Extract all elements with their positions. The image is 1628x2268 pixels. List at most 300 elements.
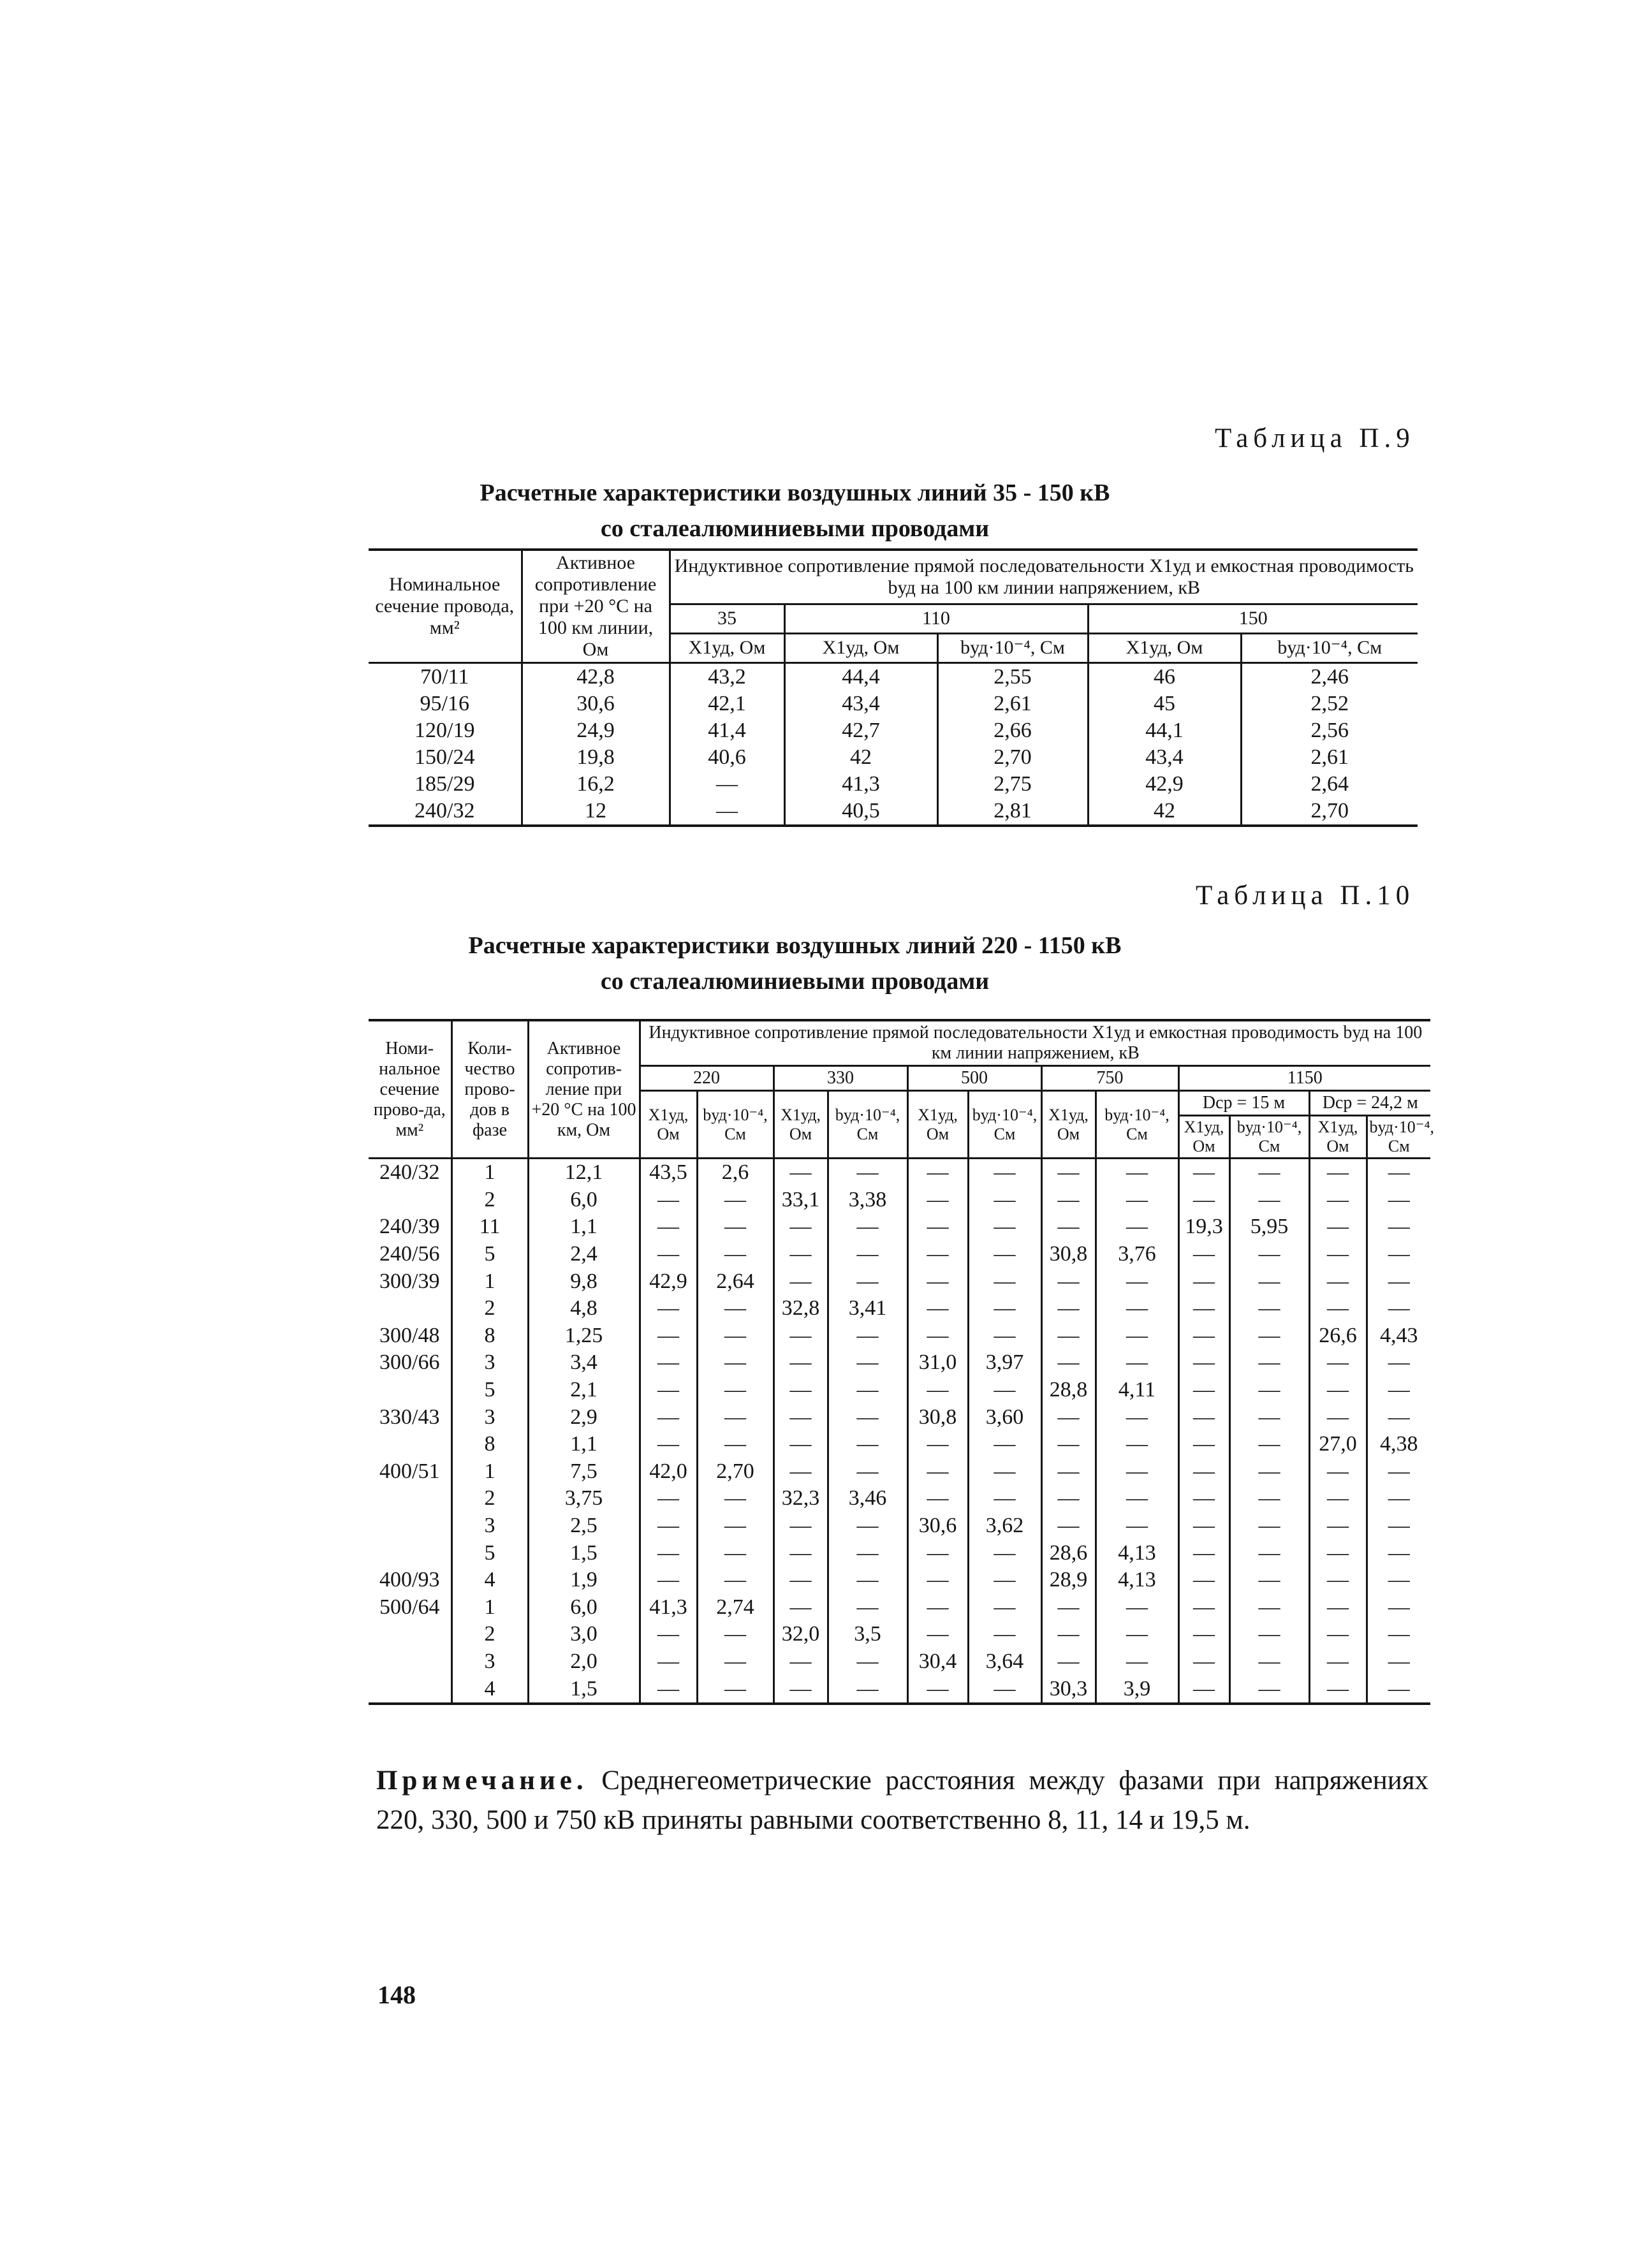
table-row bbox=[369, 1567, 1430, 1594]
table-cell: 32,0 bbox=[774, 1621, 828, 1648]
table-cell: — bbox=[1041, 1648, 1096, 1676]
table-cell: — bbox=[1229, 1485, 1309, 1512]
table-row bbox=[369, 1241, 1430, 1268]
table-row bbox=[369, 717, 1418, 744]
table-cell: — bbox=[1041, 1268, 1096, 1295]
table10-body bbox=[369, 1159, 1430, 1704]
table10-header-b-220: bуд·10⁻⁴, См bbox=[697, 1091, 774, 1159]
table-cell: — bbox=[774, 1458, 828, 1486]
table-cell: 150/24 bbox=[369, 744, 522, 771]
table-cell: 12,1 bbox=[528, 1159, 640, 1187]
table-cell: 240/56 bbox=[369, 1241, 451, 1268]
table-cell: — bbox=[907, 1458, 968, 1486]
table-cell: — bbox=[1309, 1512, 1367, 1540]
table-cell: 41,3 bbox=[640, 1594, 697, 1621]
table-cell: — bbox=[1229, 1621, 1309, 1648]
table-cell: 43,5 bbox=[640, 1159, 697, 1187]
table-cell: — bbox=[1178, 1295, 1229, 1322]
table-cell: 31,0 bbox=[907, 1349, 968, 1377]
table9-header-group: Индуктивное сопротивление прямой последовательности X1уд и емкостная проводимость bуд на 100 км линии напряжением, кВ bbox=[670, 550, 1418, 604]
table-cell: 2,61 bbox=[937, 691, 1088, 717]
table-cell: — bbox=[828, 1594, 907, 1621]
table-cell: — bbox=[1041, 1594, 1096, 1621]
table-cell: — bbox=[1309, 1403, 1367, 1431]
table-cell: — bbox=[968, 1213, 1041, 1241]
table-cell: — bbox=[1229, 1539, 1309, 1567]
table-cell: — bbox=[640, 1241, 697, 1268]
table-cell: — bbox=[774, 1213, 828, 1241]
table-cell: — bbox=[774, 1675, 828, 1704]
table-cell: 11 bbox=[451, 1213, 528, 1241]
table-row bbox=[369, 1675, 1430, 1704]
table-cell: 2,75 bbox=[937, 771, 1088, 798]
table-cell: — bbox=[774, 1512, 828, 1540]
table-cell: 2,64 bbox=[697, 1268, 774, 1295]
table-cell bbox=[369, 1648, 451, 1676]
table9-header-b-150: bуд·10⁻⁴, См bbox=[1241, 633, 1418, 662]
table-cell: — bbox=[968, 1458, 1041, 1486]
table-cell: — bbox=[1229, 1241, 1309, 1268]
table-cell: 3,64 bbox=[968, 1648, 1041, 1676]
table-cell: — bbox=[1367, 1567, 1430, 1594]
table-cell: 46 bbox=[1088, 663, 1241, 691]
table-cell: 45 bbox=[1088, 691, 1241, 717]
table-cell: — bbox=[907, 1675, 968, 1704]
table-cell bbox=[369, 1431, 451, 1458]
table-cell: 42,9 bbox=[1088, 771, 1241, 798]
table10-header-x-750: X1уд, Ом bbox=[1041, 1091, 1096, 1159]
table-cell bbox=[369, 1621, 451, 1648]
table10-header-voltage-500: 500 bbox=[907, 1066, 1041, 1091]
table-cell: 3,46 bbox=[828, 1485, 907, 1512]
table-cell: — bbox=[828, 1431, 907, 1458]
table-cell: 2,74 bbox=[697, 1594, 774, 1621]
table-cell: — bbox=[1367, 1377, 1430, 1404]
table-cell: — bbox=[828, 1458, 907, 1486]
table-cell: — bbox=[640, 1567, 697, 1594]
table9-header-resistance: Активное сопротивление при +20 °С на 100 км линии, Ом bbox=[522, 550, 670, 663]
table-cell: — bbox=[1178, 1648, 1229, 1676]
table-cell: — bbox=[697, 1187, 774, 1214]
table10-header-x-330: X1уд, Ом bbox=[774, 1091, 828, 1159]
table-cell: 5,95 bbox=[1229, 1213, 1309, 1241]
table-cell: — bbox=[1096, 1295, 1178, 1322]
table-cell: — bbox=[968, 1431, 1041, 1458]
table-cell bbox=[369, 1539, 451, 1567]
table-cell: — bbox=[1096, 1621, 1178, 1648]
table-cell: — bbox=[1096, 1512, 1178, 1540]
table-cell: 3 bbox=[451, 1403, 528, 1431]
table-cell: — bbox=[640, 1648, 697, 1676]
table-cell: — bbox=[1367, 1268, 1430, 1295]
table10-header-section: Номи-нальное сечение прово-да, мм² bbox=[369, 1020, 451, 1159]
table-row bbox=[369, 1213, 1430, 1241]
table-row bbox=[369, 771, 1418, 798]
table-cell: — bbox=[1178, 1159, 1229, 1187]
table-cell: — bbox=[1178, 1241, 1229, 1268]
table-cell: — bbox=[1178, 1187, 1229, 1214]
table10-header-d24: Dср = 24,2 м bbox=[1309, 1091, 1430, 1116]
table-cell: — bbox=[1309, 1159, 1367, 1187]
table-row bbox=[369, 1322, 1430, 1350]
table-cell: 1,1 bbox=[528, 1431, 640, 1458]
table-cell: — bbox=[1229, 1159, 1309, 1187]
table-cell: — bbox=[1096, 1322, 1178, 1350]
table-cell: 4,13 bbox=[1096, 1539, 1178, 1567]
table-cell: 19,3 bbox=[1178, 1213, 1229, 1241]
table-row bbox=[369, 1648, 1430, 1676]
table-cell: 30,6 bbox=[907, 1512, 968, 1540]
table-cell: — bbox=[1178, 1322, 1229, 1350]
table-cell: 1 bbox=[451, 1159, 528, 1187]
table10-header-b-330: bуд·10⁻⁴, См bbox=[828, 1091, 907, 1159]
table-cell: — bbox=[1041, 1187, 1096, 1214]
table-cell: 4 bbox=[451, 1675, 528, 1704]
table-cell: 2,70 bbox=[1241, 798, 1418, 826]
table10-title-line1: Расчетные характеристики воздушных линий 220 - 1150 кВ bbox=[468, 932, 1122, 959]
table-cell: — bbox=[774, 1322, 828, 1350]
table9-header-section: Номинальное сечение провода, мм² bbox=[369, 550, 522, 663]
table-cell: 2,1 bbox=[528, 1377, 640, 1404]
table-row bbox=[369, 663, 1418, 691]
table-cell: 2 bbox=[451, 1295, 528, 1322]
table-cell: — bbox=[697, 1322, 774, 1350]
table-cell: — bbox=[1309, 1187, 1367, 1214]
table-cell: — bbox=[640, 1675, 697, 1704]
table-cell: 2,0 bbox=[528, 1648, 640, 1676]
table-cell: 30,8 bbox=[907, 1403, 968, 1431]
table-cell: — bbox=[1367, 1241, 1430, 1268]
table-cell: — bbox=[1309, 1648, 1367, 1676]
note bbox=[376, 1761, 1428, 1840]
table-cell: 28,6 bbox=[1041, 1539, 1096, 1567]
table-cell: — bbox=[1367, 1349, 1430, 1377]
table9-header-x-35: X1уд, Ом bbox=[670, 633, 784, 662]
table-cell: — bbox=[1178, 1458, 1229, 1486]
table-cell: — bbox=[1309, 1675, 1367, 1704]
table-cell: — bbox=[907, 1268, 968, 1295]
table-row bbox=[369, 1377, 1430, 1404]
table-cell: — bbox=[640, 1403, 697, 1431]
table-cell: — bbox=[828, 1349, 907, 1377]
table10-header-voltage-220: 220 bbox=[640, 1066, 774, 1091]
table-cell: — bbox=[774, 1648, 828, 1676]
table-cell: 185/29 bbox=[369, 771, 522, 798]
table-cell: — bbox=[1229, 1431, 1309, 1458]
table-cell: 19,8 bbox=[522, 744, 670, 771]
table-cell: — bbox=[1096, 1268, 1178, 1295]
table-cell: — bbox=[774, 1377, 828, 1404]
table-cell: — bbox=[640, 1431, 697, 1458]
table9-title-line2: со сталеалюминиевыми проводами bbox=[600, 515, 990, 542]
table-cell bbox=[369, 1485, 451, 1512]
table-cell: — bbox=[907, 1431, 968, 1458]
table-cell: 1,25 bbox=[528, 1322, 640, 1350]
table-cell: — bbox=[828, 1213, 907, 1241]
table-cell: 1 bbox=[451, 1594, 528, 1621]
table-cell: — bbox=[1367, 1403, 1430, 1431]
table-cell: — bbox=[697, 1349, 774, 1377]
table-cell: — bbox=[1041, 1621, 1096, 1648]
table-cell: — bbox=[640, 1295, 697, 1322]
table-cell: 6,0 bbox=[528, 1187, 640, 1214]
table-cell: 3,62 bbox=[968, 1512, 1041, 1540]
table-cell: — bbox=[907, 1539, 968, 1567]
table-cell: — bbox=[640, 1539, 697, 1567]
table-cell: — bbox=[1229, 1403, 1309, 1431]
table-cell: 300/48 bbox=[369, 1322, 451, 1350]
table-cell: — bbox=[1309, 1458, 1367, 1486]
table-cell: 3,75 bbox=[528, 1485, 640, 1512]
table-cell: 3,76 bbox=[1096, 1241, 1178, 1268]
table-cell: 30,3 bbox=[1041, 1675, 1096, 1704]
table-cell: 44,1 bbox=[1088, 717, 1241, 744]
table9-body bbox=[369, 663, 1418, 826]
table-cell: — bbox=[1309, 1268, 1367, 1295]
table-cell: — bbox=[1309, 1539, 1367, 1567]
table-cell: — bbox=[1367, 1295, 1430, 1322]
table-cell: — bbox=[968, 1675, 1041, 1704]
table-cell: — bbox=[907, 1567, 968, 1594]
table-cell: — bbox=[968, 1159, 1041, 1187]
table-cell: — bbox=[968, 1295, 1041, 1322]
table-cell: 3 bbox=[451, 1648, 528, 1676]
table-cell: — bbox=[774, 1594, 828, 1621]
table-cell: 4 bbox=[451, 1567, 528, 1594]
table-cell: — bbox=[1229, 1567, 1309, 1594]
table10-header-count: Коли-чество прово-дов в фазе bbox=[451, 1020, 528, 1159]
table-row bbox=[369, 1295, 1430, 1322]
table-cell: — bbox=[1229, 1594, 1309, 1621]
table-cell: 43,4 bbox=[1088, 744, 1241, 771]
table-row bbox=[369, 1403, 1430, 1431]
table-cell: 7,5 bbox=[528, 1458, 640, 1486]
table-cell: — bbox=[1096, 1431, 1178, 1458]
note-label: Примечание. bbox=[376, 1766, 588, 1796]
table-cell: 30,4 bbox=[907, 1648, 968, 1676]
table-cell: 43,2 bbox=[670, 663, 784, 691]
table-cell: — bbox=[828, 1377, 907, 1404]
table-cell: — bbox=[1178, 1512, 1229, 1540]
table-cell: — bbox=[1367, 1594, 1430, 1621]
table-cell: 95/16 bbox=[369, 691, 522, 717]
table-cell: — bbox=[697, 1403, 774, 1431]
table-cell: 12 bbox=[522, 798, 670, 826]
table9-header-voltage-150: 150 bbox=[1088, 604, 1418, 633]
table-cell: 2,56 bbox=[1241, 717, 1418, 744]
table-cell: — bbox=[828, 1403, 907, 1431]
table-cell: — bbox=[907, 1159, 968, 1187]
table-cell: 3,97 bbox=[968, 1349, 1041, 1377]
table-cell bbox=[369, 1377, 451, 1404]
table-cell: — bbox=[1309, 1349, 1367, 1377]
table-cell: — bbox=[1367, 1213, 1430, 1241]
table-cell: 3,60 bbox=[968, 1403, 1041, 1431]
table-cell: — bbox=[1096, 1648, 1178, 1676]
table-cell: 2 bbox=[451, 1187, 528, 1214]
table-cell: — bbox=[1041, 1485, 1096, 1512]
table-cell: 24,9 bbox=[522, 717, 670, 744]
table9-header-x-150: X1уд, Ом bbox=[1088, 633, 1241, 662]
table-cell: 2,5 bbox=[528, 1512, 640, 1540]
table-row bbox=[369, 744, 1418, 771]
note-text: Среднегеометрические расстояния между фазами при напряжениях 220, 330, 500 и 750 кВ приняты равными соответственно 8, 11, 14 и 19,5 м. bbox=[376, 1766, 1429, 1835]
table-cell: 28,9 bbox=[1041, 1567, 1096, 1594]
table-cell: — bbox=[1041, 1295, 1096, 1322]
table-cell: 42,1 bbox=[670, 691, 784, 717]
table10-title-line2: со сталеалюминиевыми проводами bbox=[600, 968, 990, 995]
table-cell: 2,70 bbox=[937, 744, 1088, 771]
table-cell: — bbox=[1096, 1594, 1178, 1621]
table-cell: — bbox=[640, 1485, 697, 1512]
table10-header-x-500: X1уд, Ом bbox=[907, 1091, 968, 1159]
table-cell: 240/32 bbox=[369, 798, 522, 826]
table-cell: — bbox=[907, 1621, 968, 1648]
table-cell: — bbox=[968, 1241, 1041, 1268]
table-cell: 1,1 bbox=[528, 1213, 640, 1241]
table-cell: 3,4 bbox=[528, 1349, 640, 1377]
table9-header-voltage-110: 110 bbox=[784, 604, 1088, 633]
table-cell: 4,11 bbox=[1096, 1377, 1178, 1404]
table-cell: — bbox=[1178, 1349, 1229, 1377]
table-cell bbox=[369, 1675, 451, 1704]
table10-header-d15: Dср = 15 м bbox=[1178, 1091, 1309, 1116]
table-cell: 2,4 bbox=[528, 1241, 640, 1268]
table-cell: 26,6 bbox=[1309, 1322, 1367, 1350]
table-cell: 3,41 bbox=[828, 1295, 907, 1322]
table-cell: — bbox=[1229, 1295, 1309, 1322]
table-cell: 43,4 bbox=[784, 691, 937, 717]
table9-title bbox=[0, 475, 1628, 546]
table-row bbox=[369, 1458, 1430, 1486]
table-cell: — bbox=[1041, 1159, 1096, 1187]
table10-header-x-220: X1уд, Ом bbox=[640, 1091, 697, 1159]
table-cell: 400/93 bbox=[369, 1567, 451, 1594]
table-cell: — bbox=[697, 1295, 774, 1322]
table-cell: — bbox=[1178, 1431, 1229, 1458]
table-cell: 42,9 bbox=[640, 1268, 697, 1295]
table-cell: — bbox=[1229, 1322, 1309, 1350]
table-cell: — bbox=[1041, 1458, 1096, 1486]
table-row bbox=[369, 1431, 1430, 1458]
table-cell: 2,6 bbox=[697, 1159, 774, 1187]
table-cell: — bbox=[1367, 1159, 1430, 1187]
table-cell: 400/51 bbox=[369, 1458, 451, 1486]
table-cell: — bbox=[1041, 1213, 1096, 1241]
table-cell: 2,70 bbox=[697, 1458, 774, 1486]
table-cell: — bbox=[1041, 1322, 1096, 1350]
table-row bbox=[369, 1485, 1430, 1512]
table10-header-x-1150-d24: X1уд, Ом bbox=[1309, 1116, 1367, 1159]
table10-header-b-1150-d24: bуд·10⁻⁴, См bbox=[1367, 1116, 1430, 1159]
table-cell: — bbox=[670, 771, 784, 798]
table-cell: — bbox=[828, 1567, 907, 1594]
table-cell: — bbox=[968, 1567, 1041, 1594]
table-cell: 2 bbox=[451, 1621, 528, 1648]
table10-header-resistance: Активное сопротив-ление при +20 °С на 100 км, Ом bbox=[528, 1020, 640, 1159]
table-cell: — bbox=[640, 1512, 697, 1540]
table-cell: — bbox=[1229, 1349, 1309, 1377]
table-cell: 41,3 bbox=[784, 771, 937, 798]
table-cell: 32,3 bbox=[774, 1485, 828, 1512]
table-cell: — bbox=[697, 1621, 774, 1648]
table-cell: 40,6 bbox=[670, 744, 784, 771]
table-cell: — bbox=[1041, 1431, 1096, 1458]
table-cell: — bbox=[774, 1539, 828, 1567]
table-cell: — bbox=[1309, 1567, 1367, 1594]
table-cell: — bbox=[907, 1187, 968, 1214]
table-cell: — bbox=[907, 1322, 968, 1350]
table-cell: — bbox=[1367, 1648, 1430, 1676]
table-cell: — bbox=[1041, 1403, 1096, 1431]
table-cell: 5 bbox=[451, 1241, 528, 1268]
table-cell: 42 bbox=[784, 744, 937, 771]
table-cell: 2,64 bbox=[1241, 771, 1418, 798]
table-cell: — bbox=[968, 1268, 1041, 1295]
table-cell: — bbox=[1367, 1187, 1430, 1214]
table-cell: — bbox=[774, 1403, 828, 1431]
table-cell: 3,0 bbox=[528, 1621, 640, 1648]
table-cell: 1 bbox=[451, 1268, 528, 1295]
table-row bbox=[369, 1187, 1430, 1214]
table-cell: — bbox=[1178, 1675, 1229, 1704]
table-cell: — bbox=[1367, 1485, 1430, 1512]
table-cell: — bbox=[1309, 1213, 1367, 1241]
table10-title bbox=[0, 928, 1628, 999]
table-cell: 330/43 bbox=[369, 1403, 451, 1431]
table-cell: — bbox=[907, 1295, 968, 1322]
table-cell: 3 bbox=[451, 1512, 528, 1540]
table-cell: 30,6 bbox=[522, 691, 670, 717]
table-cell: 32,8 bbox=[774, 1295, 828, 1322]
table-cell: — bbox=[697, 1377, 774, 1404]
table-cell: 33,1 bbox=[774, 1187, 828, 1214]
table-cell: — bbox=[640, 1187, 697, 1214]
table-cell: 4,13 bbox=[1096, 1567, 1178, 1594]
table-cell: — bbox=[968, 1377, 1041, 1404]
table-cell: — bbox=[640, 1213, 697, 1241]
table10-header-group: Индуктивное сопротивление прямой последовательности X1уд и емкостная проводимость bуд на 100 км линии напряжением, кВ bbox=[640, 1020, 1430, 1066]
table10 bbox=[369, 1019, 1435, 1705]
table-cell: 240/39 bbox=[369, 1213, 451, 1241]
table-cell: 4,38 bbox=[1367, 1431, 1430, 1458]
table-cell: — bbox=[1096, 1349, 1178, 1377]
table9 bbox=[369, 548, 1418, 827]
table-row bbox=[369, 1349, 1430, 1377]
table-cell: — bbox=[1096, 1485, 1178, 1512]
table-cell: — bbox=[1367, 1621, 1430, 1648]
table-cell: — bbox=[1178, 1539, 1229, 1567]
table-cell: 27,0 bbox=[1309, 1431, 1367, 1458]
table-cell: — bbox=[1178, 1268, 1229, 1295]
table-cell: — bbox=[697, 1648, 774, 1676]
table-cell: 300/66 bbox=[369, 1349, 451, 1377]
table-cell: — bbox=[1178, 1403, 1229, 1431]
table-cell: — bbox=[1229, 1377, 1309, 1404]
table-cell bbox=[369, 1295, 451, 1322]
table-cell: 2,46 bbox=[1241, 663, 1418, 691]
table-cell: — bbox=[1229, 1675, 1309, 1704]
table-cell: — bbox=[1041, 1512, 1096, 1540]
table-cell: — bbox=[1096, 1187, 1178, 1214]
table-cell: 30,8 bbox=[1041, 1241, 1096, 1268]
table-cell: — bbox=[907, 1377, 968, 1404]
table-row bbox=[369, 1621, 1430, 1648]
table-cell: 9,8 bbox=[528, 1268, 640, 1295]
table-cell: — bbox=[697, 1485, 774, 1512]
table-cell: 500/64 bbox=[369, 1594, 451, 1621]
table-cell bbox=[369, 1187, 451, 1214]
